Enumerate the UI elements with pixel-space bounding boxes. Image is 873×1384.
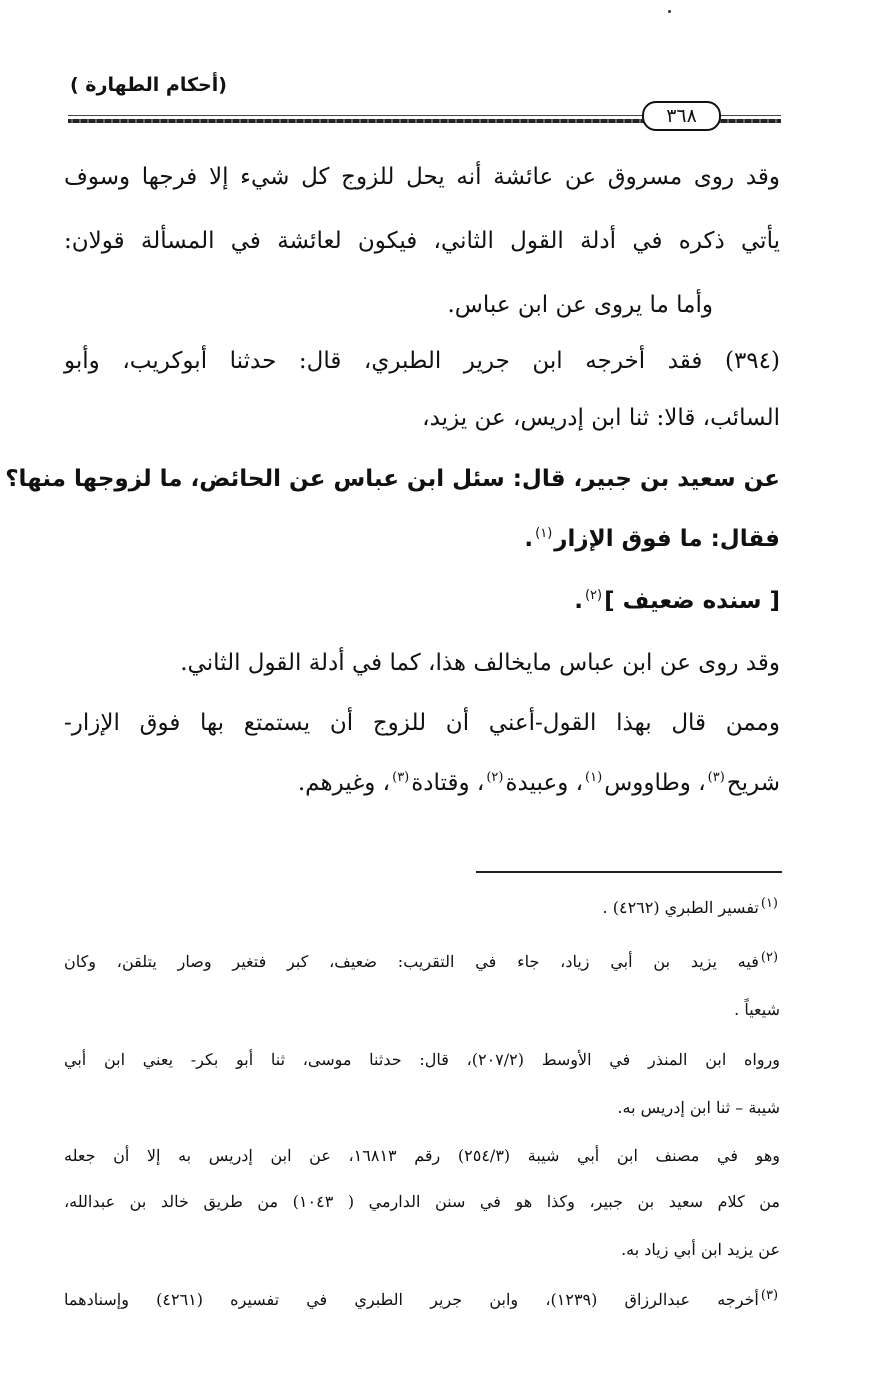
footnote-2-number: (٢) <box>760 949 779 965</box>
paragraph-4-line-2 <box>64 526 780 552</box>
footnote-2-line-1 <box>64 949 780 971</box>
name-ubaydah: ، وعبيدة <box>505 770 584 796</box>
footnote-separator <box>476 871 782 873</box>
footnote-3-number: (٣) <box>760 1287 779 1303</box>
running-header: (أحكام الطهارة ) <box>70 74 227 96</box>
footnote-2-para-2-line-2: شيبة – ثنا ابن إدريس به. <box>617 1098 780 1117</box>
footnote-2-text: فيه يزيد بن أبي زياد، جاء في التقريب: ضعيف، كبر فتغير وصار يتلقن، وكان <box>64 952 759 971</box>
footnote-2-para-3-line-3: عن يزيد ابن أبي زياد به. <box>621 1240 780 1259</box>
footnote-1-text: تفسير الطبري (٤٢٦٢) . <box>602 898 759 917</box>
and-others: ، وغيرهم. <box>297 770 391 796</box>
period: . <box>524 526 534 552</box>
name-tawus: ، وطاووس <box>604 770 706 796</box>
footnote-3-line-1 <box>64 1287 780 1309</box>
name-shurayh: شريح <box>726 770 780 796</box>
scan-speck <box>668 10 671 13</box>
paragraph-1-line-1: وقد روى مسروق عن عائشة أنه يحل للزوج كل شيء إلا فرجها وسوف <box>64 164 780 190</box>
footnote-2-para-3-line-2: من كلام سعيد بن جبير، وكذا هو في سنن الدارمي ( ١٠٤٣) من طريق خالد بن عبدالله، <box>64 1192 780 1211</box>
paragraph-6: وقد روى عن ابن عباس مايخالف هذا، كما في أدلة القول الثاني. <box>180 650 780 676</box>
paragraph-4-line-1: عن سعيد بن جبير، قال: سئل ابن عباس عن الحائض، ما لزوجها منها؟ <box>5 466 780 492</box>
period: . <box>574 588 583 614</box>
hadith-text: فقال: ما فوق الإزار <box>554 526 780 552</box>
paragraph-7-line-1: وممن قال بهذا القول-أعني أن للزوج أن يستمتع بها فوق الإزار- <box>64 710 780 736</box>
footnote-2-para-2-line-1: ورواه ابن المنذر في الأوسط (٢٠٧/٢)، قال: حدثنا موسى، ثنا أبو بكر- يعني ابن أبي <box>64 1050 781 1069</box>
footnote-2-para-3-line-1: وهو في مصنف ابن أبي شيبة (٢٥٤/٣) رقم ١٦٨١٣، عن ابن إدريس به إلا أن جعله <box>64 1146 781 1165</box>
footnote-ref-2: (٢) <box>584 588 603 604</box>
footnote-2-line-2: شيعياً . <box>734 1000 780 1019</box>
footnote-ref-1: (١) <box>535 526 553 542</box>
paragraph-3-line-1: (٣٩٤) فقد أخرجه ابن جرير الطبري، قال: حدثنا أبوكريب، وأبو <box>64 348 780 374</box>
paragraph-5-verdict <box>64 588 780 614</box>
footnote-1-number: (١) <box>760 895 778 911</box>
paragraph-3-line-2: السائب، قالا: ثنا ابن إدريس، عن يزيد، <box>422 405 780 431</box>
footnote-ref-3b: (٣) <box>392 770 410 786</box>
footnote-ref-3: (٣) <box>707 770 725 786</box>
footnote-ref-2b: (٢) <box>486 770 504 786</box>
paragraph-1-line-2: يأتي ذكره في أدلة القول الثاني، فيكون لعائشة في المسألة قولان: <box>64 228 780 254</box>
verdict-text: [ سنده ضعيف ] <box>604 588 780 614</box>
name-qatadah: ، وقتادة <box>411 770 485 796</box>
paragraph-2: وأما ما يروى عن ابن عباس. <box>447 292 713 318</box>
page-number: ٣٦٨ <box>642 101 721 131</box>
footnote-1 <box>64 895 780 917</box>
paragraph-7-line-2 <box>64 770 780 796</box>
footnote-3-text: أخرجه عبدالرزاق (١٢٣٩)، وابن جرير الطبري في تفسيره (٤٢٦١) وإسنادهما <box>64 1290 759 1309</box>
footnote-ref-1b: (١) <box>585 770 603 786</box>
